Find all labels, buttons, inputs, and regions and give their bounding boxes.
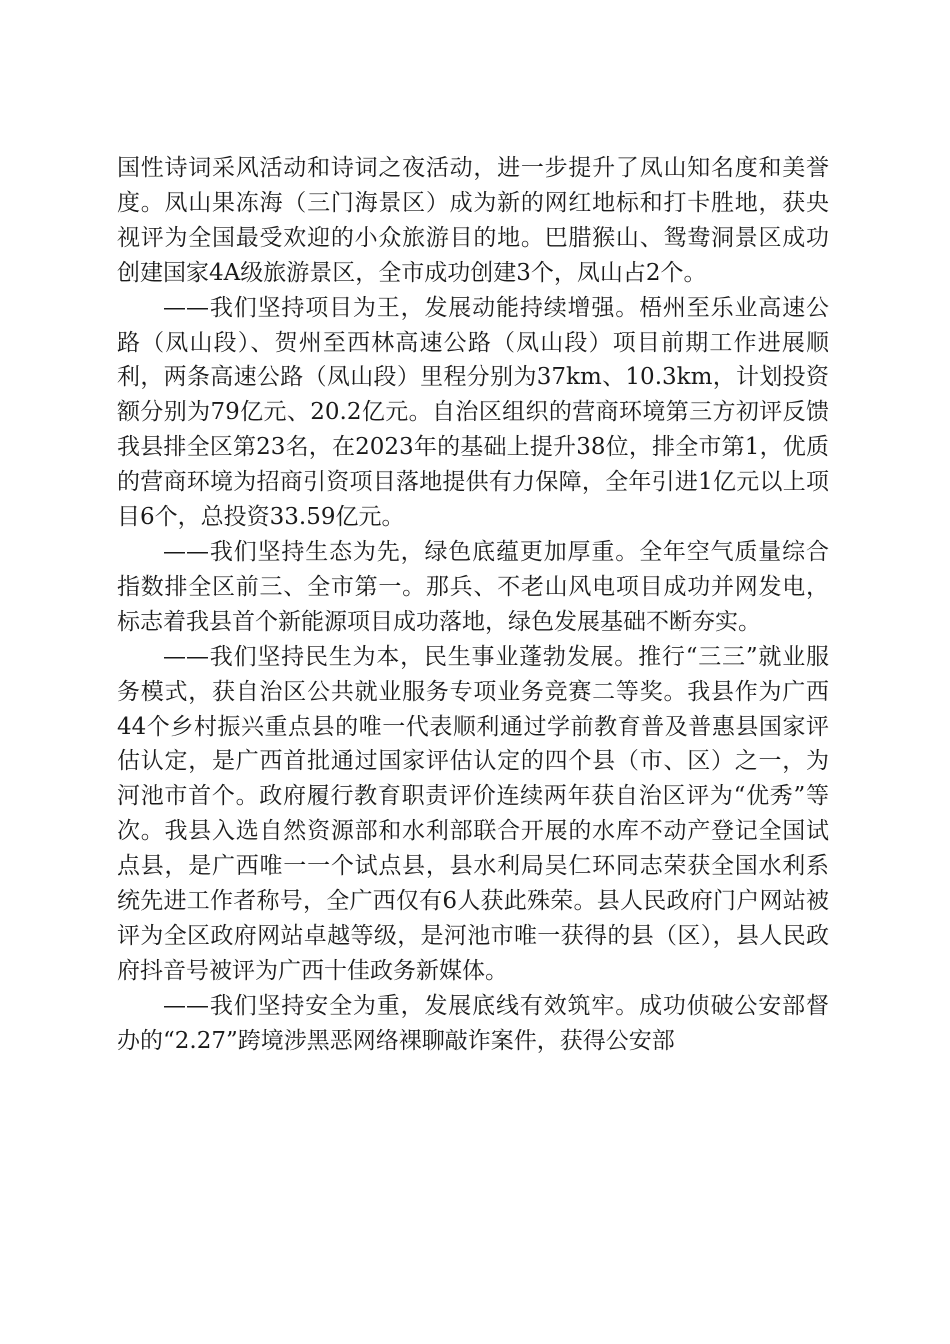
paragraph-projects: ——我们坚持项目为王，发展动能持续增强。梧州至乐业高速公路（凤山段）、贺州至西林高速公路（凤山段）项目前期工作进展顺利，两条高速公路（凤山段）里程分别为37km、10.3km，计划投资额分别为79亿元、20.2亿元。自治区组织的营商环境第三方初评反馈我县排全区第23名，在2023年的基础上提升38位，排全市第1，优质的营商环境为招商引资项目落地提供有力保障，全年引进1亿元以上项目6个，总投资33.59亿元。 <box>117 294 829 531</box>
paragraph-safety: ——我们坚持安全为重，发展底线有效筑牢。成功侦破公安部督办的“2.27”跨境涉黑恶网络裸聊敲诈案件，获得公安部 <box>117 992 829 1054</box>
document-body <box>117 151 829 1059</box>
paragraph-ecology: ——我们坚持生态为先，绿色底蕴更加厚重。全年空气质量综合指数排全区前三、全市第一。那兵、不老山风电项目成功并网发电，标志着我县首个新能源项目成功落地，绿色发展基础不断夯实。 <box>117 538 829 635</box>
paragraph-livelihood: ——我们坚持民生为本，民生事业蓬勃发展。推行“三三”就业服务模式，获自治区公共就业服务专项业务竞赛二等奖。我县作为广西44个乡村振兴重点县的唯一代表顺利通过学前教育普及普惠县国家评估认定，是广西首批通过国家评估认定的四个县（市、区）之一，为河池市首个。政府履行教育职责评价连续两年获自治区评为“优秀”等次。我县入选自然资源部和水利部联合开展的水库不动产登记全国试点县，是广西唯一一个试点县，县水利局吴仁环同志荣获全国水利系统先进工作者称号，全广西仅有6人获此殊荣。县人民政府门户网站被评为全区政府网站卓越等级，是河池市唯一获得的县（区），县人民政府抖音号被评为广西十佳政务新媒体。 <box>117 643 829 984</box>
paragraph-tourism-continued: 国性诗词采风活动和诗词之夜活动，进一步提升了凤山知名度和美誉度。凤山果冻海（三门海景区）成为新的网红地标和打卡胜地，获央视评为全国最受欢迎的小众旅游目的地。巴腊猴山、鸳鸯洞景区成功创建国家4A级旅游景区，全市成功创建3个，凤山占2个。 <box>117 155 829 286</box>
